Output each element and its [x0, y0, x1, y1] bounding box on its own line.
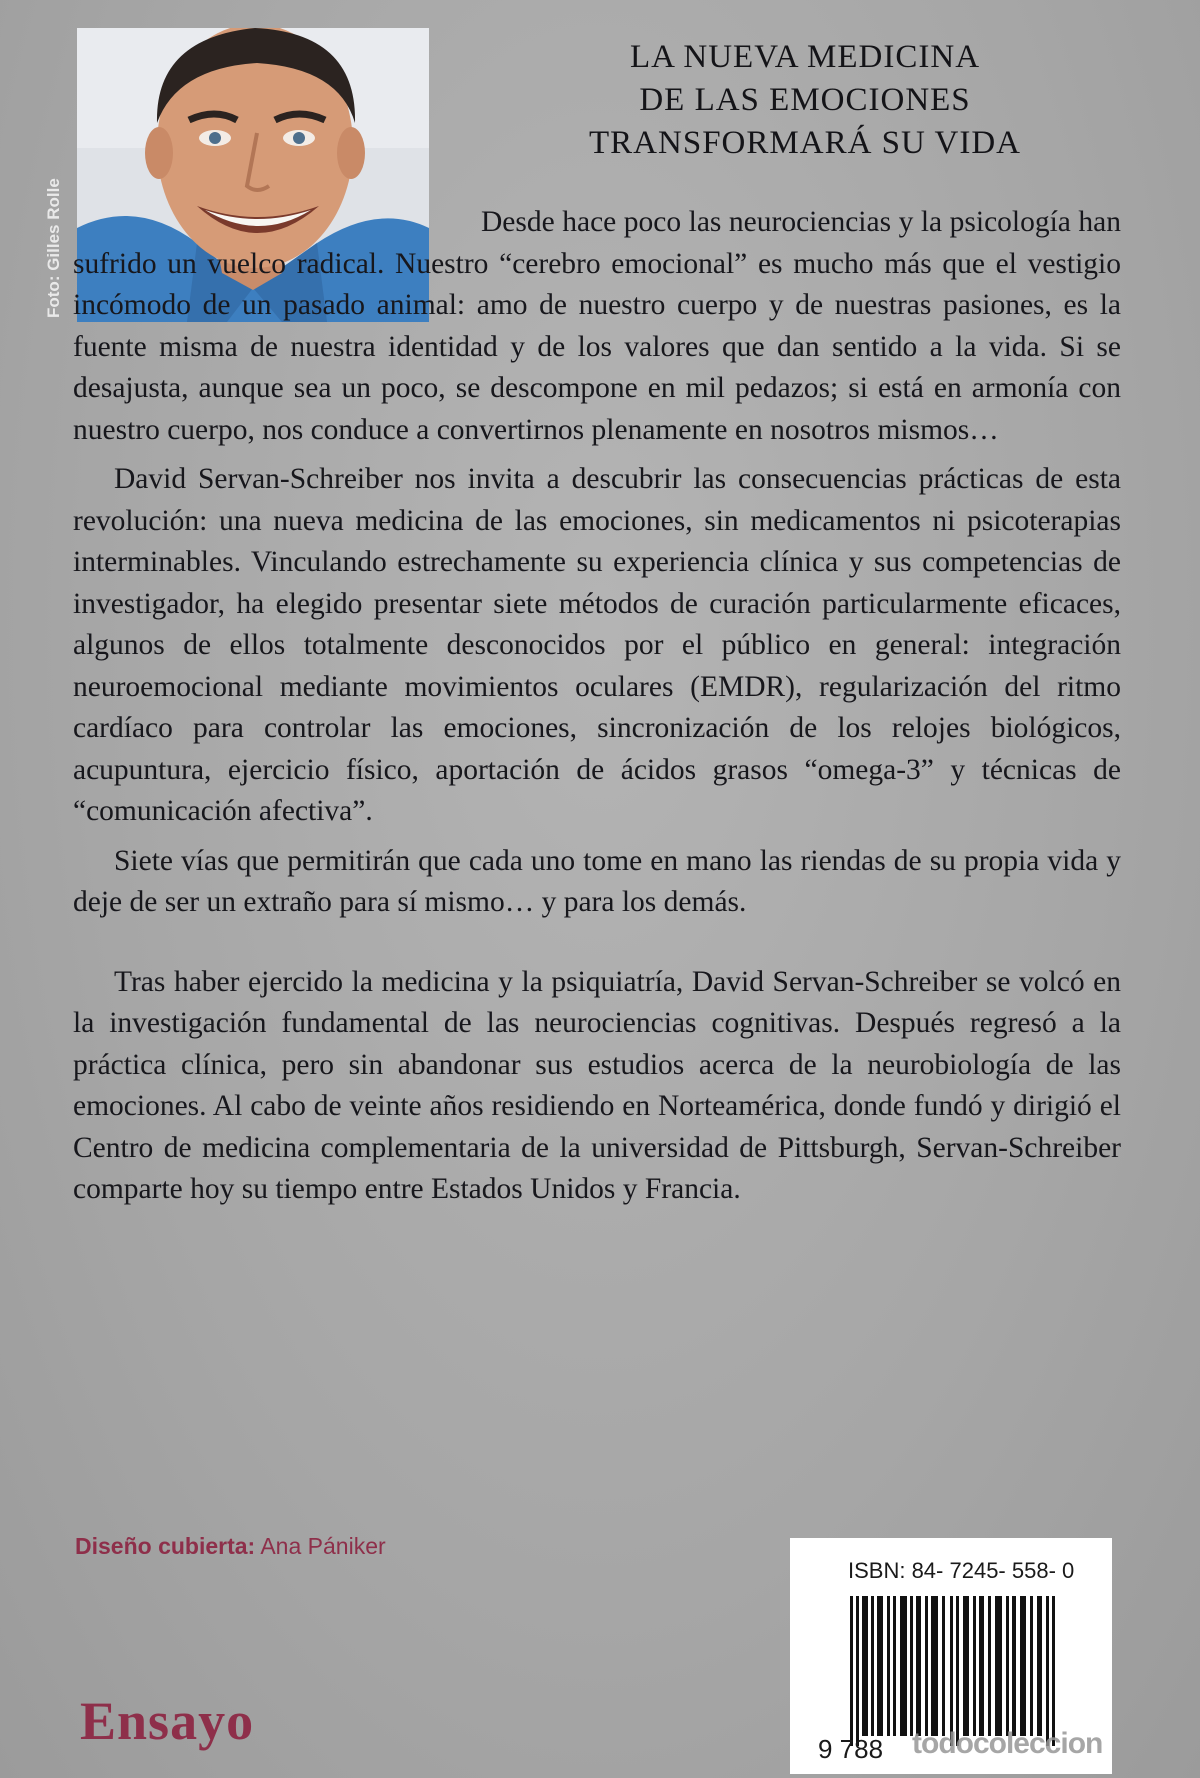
author-bio-paragraph: Tras haber ejercido la medicina y la psiquiatría, David Servan-Schreiber se volcó en la investigación fundamental de las neurociencias cognitivas. Después regresó a la práctica clínica, pero sin abandonar sus estudios acerca de la neurobiología de las emociones. Al cabo de veinte años residiendo en Norteamérica, donde fundó y dirigió el Centro de medicina complementaria de la universidad de Pittsburgh, Servan-Schreiber comparte hoy su tiempo entre Estados Unidos y Francia.: [73, 965, 1121, 1205]
cover-design-label: Diseño cubierta:: [75, 1533, 256, 1559]
cover-design-credit: [75, 1533, 386, 1560]
photo-credit: Foto: Gilles Rolle: [44, 178, 63, 318]
back-cover-text: [73, 202, 1121, 1211]
watermark-text: todocoleccion: [912, 1727, 1103, 1760]
headline: [480, 36, 1130, 165]
barcode-image: [850, 1596, 1064, 1746]
headline-line-3: TRANSFORMARÁ SU VIDA: [589, 125, 1021, 161]
barcode-digits: 9 788: [818, 1734, 884, 1764]
isbn-number: ISBN: 84- 7245- 558- 0: [848, 1558, 1075, 1583]
methods-paragraph: David Servan-Schreiber nos invita a descubrir las consecuencias prácticas de esta revolución: una nueva medicina de las emociones, sin medicamentos ni psicoterapias interminables. Vinculando estrechamente su experiencia clínica y sus competencias de investigador, ha elegido presentar siete métodos de curación particularmente eficaces, algunos de ellos totalmente desconocidos por el público en general: integración neuroemocional mediante movimientos oculares (EMDR), regularización del ritmo cardíaco para controlar las emociones, sincronización de los relojes biológicos, acupuntura, ejercicio físico, aportación de ácidos grasos “omega-3” y técnicas de “comunicación afectiva”.: [73, 463, 1121, 827]
series-name: Ensayo: [80, 1691, 255, 1751]
cover-designer-name: Ana Pániker: [260, 1533, 386, 1559]
intro-paragraph: [73, 202, 1121, 451]
closing-paragraph: Siete vías que permitirán que cada uno tome en mano las riendas de su propia vida y deje de ser un extraño para sí mismo… y para los demás.: [73, 844, 1121, 918]
headline-line-2: DE LAS EMOCIONES: [639, 82, 971, 118]
headline-line-1: LA NUEVA MEDICINA: [629, 39, 981, 75]
intro-text: Desde hace poco las neurociencias y la psicología han sufrido un vuelco radical. Nuestro “cerebro emocional” es mucho más que el vestigio incómodo de un pasado animal: amo de nuestro cuerpo y de nuestras pasiones, es la fuente misma de nuestra identidad y de los valores que dan sentido a la vida. Si se desajusta, aunque sea un poco, se descompone en mil pedazos; si está en armonía con nuestro cuerpo, nos conduce a convertirnos plenamente en nosotros mismos…: [73, 206, 1121, 446]
